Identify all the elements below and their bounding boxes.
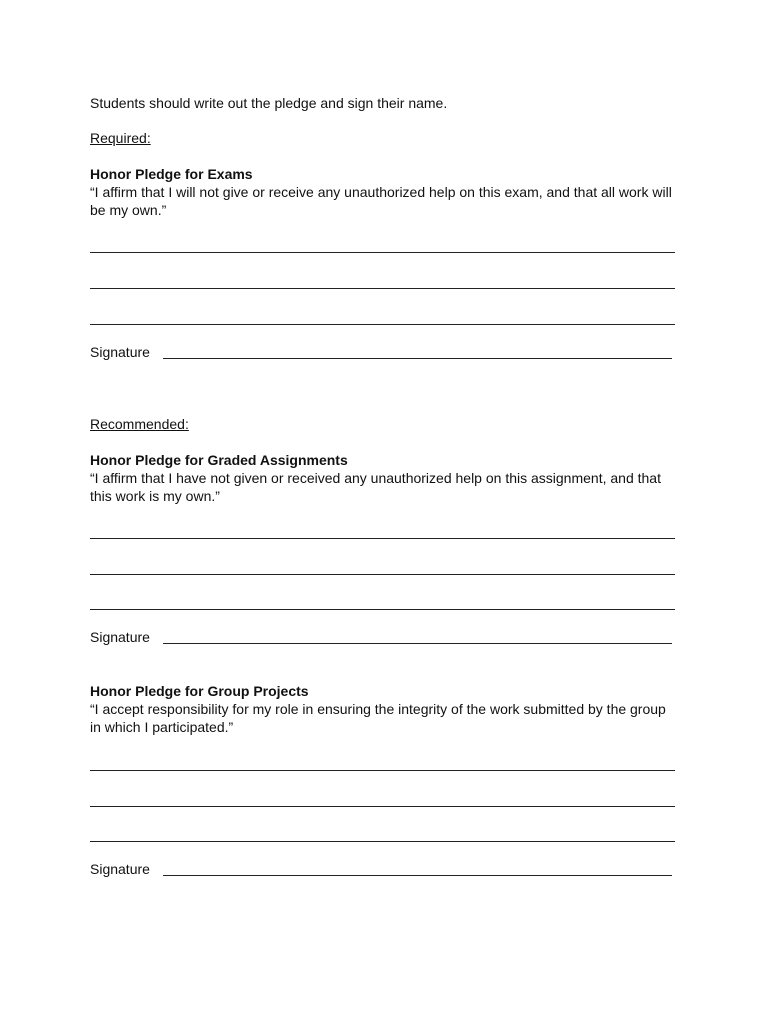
- pledge-assignments: [90, 451, 680, 505]
- signature-row-group-projects: [90, 860, 675, 878]
- pledge-exams: [90, 165, 680, 219]
- pledge-group-projects-title: Honor Pledge for Group Projects: [90, 683, 309, 699]
- write-line[interactable]: [90, 538, 675, 539]
- recommended-label: [90, 415, 680, 433]
- write-line[interactable]: [90, 252, 675, 253]
- signature-line[interactable]: [163, 358, 672, 359]
- signature-line[interactable]: [163, 875, 672, 876]
- signature-label: Signature: [90, 861, 150, 877]
- write-line[interactable]: [90, 609, 675, 610]
- pledge-assignments-text: “I affirm that I have not given or received any unauthorized help on this assignment, and that this work is my own.”: [90, 470, 661, 504]
- signature-row-assignments: [90, 628, 675, 646]
- pledge-group-projects-text: “I accept responsibility for my role in ensuring the integrity of the work submitted by the group in which I participated.”: [90, 701, 666, 735]
- required-label: [90, 129, 680, 147]
- signature-label: Signature: [90, 344, 150, 360]
- write-line[interactable]: [90, 841, 675, 842]
- pledge-exams-text: “I affirm that I will not give or receive any unauthorized help on this exam, and that all work will be my own.”: [90, 184, 672, 218]
- write-line[interactable]: [90, 770, 675, 771]
- required-label-text: Required:: [90, 130, 151, 146]
- write-line[interactable]: [90, 806, 675, 807]
- instructions-text: Students should write out the pledge and sign their name.: [90, 95, 448, 111]
- write-line[interactable]: [90, 324, 675, 325]
- signature-row-exams: [90, 343, 675, 361]
- pledge-exams-title: Honor Pledge for Exams: [90, 166, 253, 182]
- signature-label: Signature: [90, 629, 150, 645]
- recommended-label-text: Recommended:: [90, 416, 189, 432]
- write-line[interactable]: [90, 574, 675, 575]
- write-line[interactable]: [90, 288, 675, 289]
- pledge-assignments-title: Honor Pledge for Graded Assignments: [90, 452, 348, 468]
- pledge-group-projects: [90, 682, 680, 736]
- signature-line[interactable]: [163, 643, 672, 644]
